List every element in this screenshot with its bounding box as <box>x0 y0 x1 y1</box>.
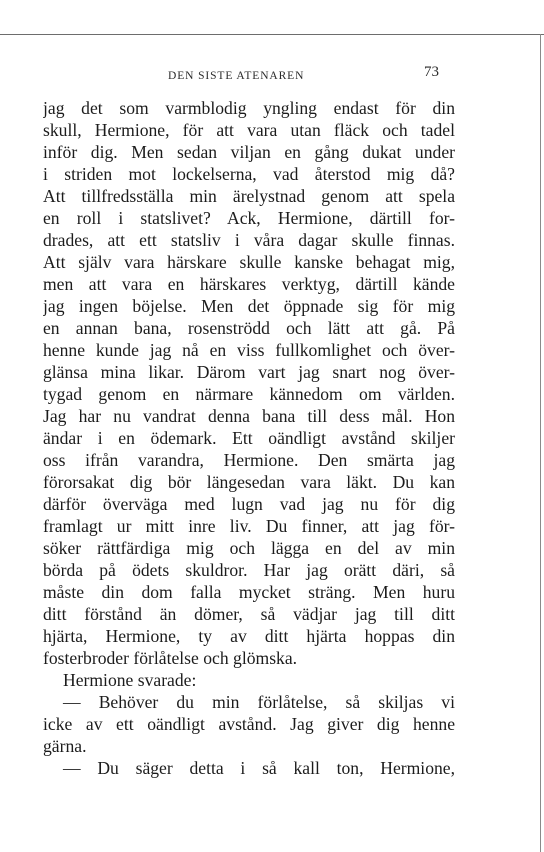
text-line: framlagt ur mitt inre liv. Du finner, att jag för- <box>43 516 455 536</box>
top-border-rule <box>0 34 544 35</box>
text-line: — Du säger detta i så kall ton, Hermione, <box>63 758 455 778</box>
text-line: — Behöver du min förlåtelse, så skiljas vi <box>63 692 455 712</box>
text-line: söker rättfärdiga mig och lägga en del av min <box>43 538 455 558</box>
body-text <box>43 97 455 779</box>
text-line: Att själv vara härskare skulle kanske behagat mig, <box>43 252 455 272</box>
text-line: måste din dom falla mycket sträng. Men huru <box>43 582 455 602</box>
text-line: i striden mot lockelserna, vad återstod mig då? <box>43 164 455 184</box>
text-line: en roll i statslivet? Ack, Hermione, därtill for- <box>43 208 455 228</box>
text-line: glänsa mina likar. Därom vart jag snart nog över- <box>43 362 455 382</box>
text-line: oss ifrån varandra, Hermione. Den smärta jag <box>43 450 455 470</box>
text-line: jag det som varmblodig yngling endast för din <box>43 98 455 118</box>
text-line: Jag har nu vandrat denna bana till dess mål. Hon <box>43 406 455 426</box>
text-line: henne kunde jag nå en viss fullkomlighet och över- <box>43 340 455 360</box>
text-line: en annan bana, rosenströdd och lätt att gå. På <box>43 318 455 338</box>
text-line: drades, att ett statsliv i våra dagar skulle finnas. <box>43 230 455 250</box>
text-line: Att tillfredsställa min ärelystnad genom att spela <box>43 186 455 206</box>
text-line: skull, Hermione, för att vara utan fläck och tadel <box>43 120 455 140</box>
text-line: förorsakat dig bör längesedan vara läkt. Du kan <box>43 472 455 492</box>
text-line: tygad genom en närmare kännedom om världen. <box>43 384 455 404</box>
text-line: Hermione svarade: <box>63 670 197 690</box>
text-line: fosterbroder förlåtelse och glömska. <box>43 648 298 668</box>
text-line: ditt förstånd än dömer, så vädjar jag till ditt <box>43 604 455 624</box>
text-line: men att vara en härskares verktyg, därtill kände <box>43 274 455 294</box>
text-line: icke av ett oändligt avstånd. Jag giver dig henne <box>43 714 455 734</box>
text-line: börda på ödets skuldror. Har jag orätt däri, så <box>43 560 455 580</box>
text-line: ändar i en ödemark. Ett oändligt avstånd skiljer <box>43 428 455 448</box>
running-title: DEN SISTE ATENAREN <box>168 70 305 82</box>
text-line: jag ingen böjelse. Men det öppnade sig för mig <box>43 296 455 316</box>
text-line: gärna. <box>43 736 87 756</box>
text-line: hjärta, Hermione, ty av ditt hjärta hoppas din <box>43 626 455 646</box>
page-number: 73 <box>424 64 439 80</box>
text-line: inför dig. Men sedan viljan en gång dukat under <box>43 142 455 162</box>
right-border-rule <box>540 34 541 852</box>
text-line: därför överväga med lugn vad jag nu för dig <box>43 494 455 514</box>
